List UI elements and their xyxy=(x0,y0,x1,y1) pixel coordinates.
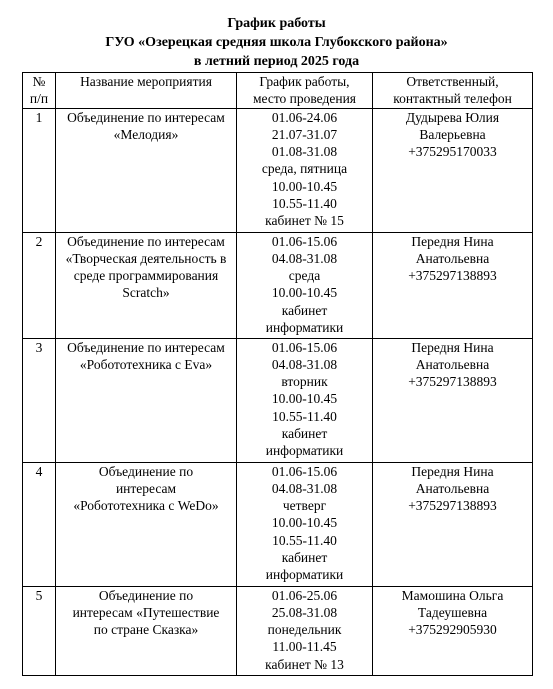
cell-contact xyxy=(373,338,533,462)
cell-line: Scratch» xyxy=(122,285,170,301)
cell-contact xyxy=(373,462,533,586)
cell-line: 01.06-15.06 xyxy=(271,233,338,249)
cell-num xyxy=(23,586,56,675)
cell-line: среде программирования xyxy=(73,268,219,284)
cell-line: 04.08-31.08 xyxy=(271,250,338,266)
cell-schedule xyxy=(237,586,373,675)
cell-line: Объединение по интересам xyxy=(67,233,225,249)
cell-line: 01.06-25.06 xyxy=(271,587,338,603)
cell-line: по стране Сказка» xyxy=(93,622,199,638)
header-line: п/п xyxy=(29,91,49,107)
cell-line: Объединение по xyxy=(98,587,194,603)
cell-num xyxy=(23,462,56,586)
cell-line: Объединение по xyxy=(98,463,194,479)
cell-schedule xyxy=(237,338,373,462)
cell-line: 10.00-10.45 xyxy=(271,285,338,301)
cell-schedule xyxy=(237,232,373,338)
cell-num xyxy=(23,338,56,462)
header-name xyxy=(56,73,237,109)
header-contact xyxy=(373,73,533,109)
document-title: График работы xyxy=(227,16,326,31)
cell-line: информатики xyxy=(265,567,344,583)
cell-line: «Мелодия» xyxy=(113,126,179,142)
cell-line: 01.06-24.06 xyxy=(271,109,338,125)
cell-line: Мамошина Ольга xyxy=(401,587,504,603)
table-header-row xyxy=(23,73,533,109)
cell-line: Передня Нина xyxy=(411,339,494,355)
cell-line: +375297138893 xyxy=(408,498,497,514)
cell-line: 10.00-10.45 xyxy=(271,391,338,407)
header-line: контактный телефон xyxy=(393,91,512,107)
row-number: 2 xyxy=(35,233,43,249)
cell-line: 10.55-11.40 xyxy=(272,196,337,212)
cell-line: Объединение по интересам xyxy=(67,339,225,355)
table-row xyxy=(23,232,533,338)
school-name: ГУО «Озерецкая средняя школа Глубокского района» xyxy=(105,35,448,50)
table-row xyxy=(23,338,533,462)
cell-line: 01.06-15.06 xyxy=(271,339,338,355)
cell-num xyxy=(23,108,56,232)
cell-line: 01.06-15.06 xyxy=(271,463,338,479)
cell-line: информатики xyxy=(265,320,344,336)
cell-line: +375292905930 xyxy=(408,622,497,638)
cell-line: Передня Нина xyxy=(411,233,494,249)
cell-line: «Творческая деятельность в xyxy=(65,250,227,266)
cell-line: Дудырева Юлия xyxy=(405,109,500,125)
cell-line: среда xyxy=(288,268,321,284)
cell-line: кабинет xyxy=(281,302,328,318)
row-number: 5 xyxy=(35,587,43,603)
cell-line: кабинет xyxy=(281,426,328,442)
row-number: 3 xyxy=(35,339,43,355)
header-line: График работы, xyxy=(259,74,350,89)
cell-schedule xyxy=(237,462,373,586)
cell-line: +375297138893 xyxy=(408,374,497,390)
header-line: место проведения xyxy=(252,91,357,107)
row-number: 4 xyxy=(35,463,43,479)
cell-line: +375295170033 xyxy=(408,144,497,160)
cell-line: Передня Нина xyxy=(411,463,494,479)
cell-line: Тадеушевна xyxy=(417,604,488,620)
cell-line: «Робототехника с WeDo» xyxy=(73,498,219,514)
header-line: № xyxy=(32,74,46,89)
cell-name xyxy=(56,108,237,232)
cell-line: среда, пятница xyxy=(261,161,348,177)
row-number: 1 xyxy=(35,109,43,125)
cell-line: 25.08-31.08 xyxy=(271,604,338,620)
cell-line: кабинет № 15 xyxy=(265,213,344,229)
cell-line: интересам xyxy=(115,480,177,496)
cell-line: 10.55-11.40 xyxy=(272,532,337,548)
cell-line: 10.00-10.45 xyxy=(271,178,338,194)
table-row xyxy=(23,586,533,675)
cell-line: информатики xyxy=(265,443,344,459)
cell-line: 01.08-31.08 xyxy=(271,144,338,160)
cell-line: 10.00-10.45 xyxy=(271,515,338,531)
cell-line: кабинет xyxy=(281,550,328,566)
table-row xyxy=(23,108,533,232)
header-line: Ответственный, xyxy=(406,74,499,89)
cell-line: 04.08-31.08 xyxy=(271,356,338,372)
cell-line: вторник xyxy=(281,374,328,390)
cell-line: Объединение по интересам xyxy=(67,109,225,125)
header-num xyxy=(23,73,56,109)
cell-name xyxy=(56,338,237,462)
cell-num xyxy=(23,232,56,338)
cell-line: 11.00-11.45 xyxy=(272,639,337,655)
cell-line: кабинет № 13 xyxy=(265,656,344,672)
cell-name xyxy=(56,462,237,586)
cell-line: интересам «Путешествие xyxy=(72,604,220,620)
cell-line: +375297138893 xyxy=(408,268,497,284)
schedule-table xyxy=(22,72,533,676)
cell-name xyxy=(56,232,237,338)
cell-contact xyxy=(373,586,533,675)
cell-line: Анатольевна xyxy=(415,480,490,496)
cell-line: 04.08-31.08 xyxy=(271,480,338,496)
header-line: Название мероприятия xyxy=(80,74,212,89)
table-row xyxy=(23,462,533,586)
cell-line: 21.07-31.07 xyxy=(271,126,338,142)
cell-line: 10.55-11.40 xyxy=(272,408,337,424)
period-subtitle: в летний период 2025 года xyxy=(193,54,360,69)
cell-line: Анатольевна xyxy=(415,250,490,266)
cell-contact xyxy=(373,108,533,232)
cell-line: четверг xyxy=(282,498,327,514)
cell-line: Валерьевна xyxy=(419,126,486,142)
cell-line: Анатольевна xyxy=(415,356,490,372)
cell-name xyxy=(56,586,237,675)
cell-schedule xyxy=(237,108,373,232)
cell-line: «Робототехника с Eva» xyxy=(79,356,213,372)
header-schedule xyxy=(237,73,373,109)
cell-contact xyxy=(373,232,533,338)
cell-line: понедельник xyxy=(267,622,342,638)
